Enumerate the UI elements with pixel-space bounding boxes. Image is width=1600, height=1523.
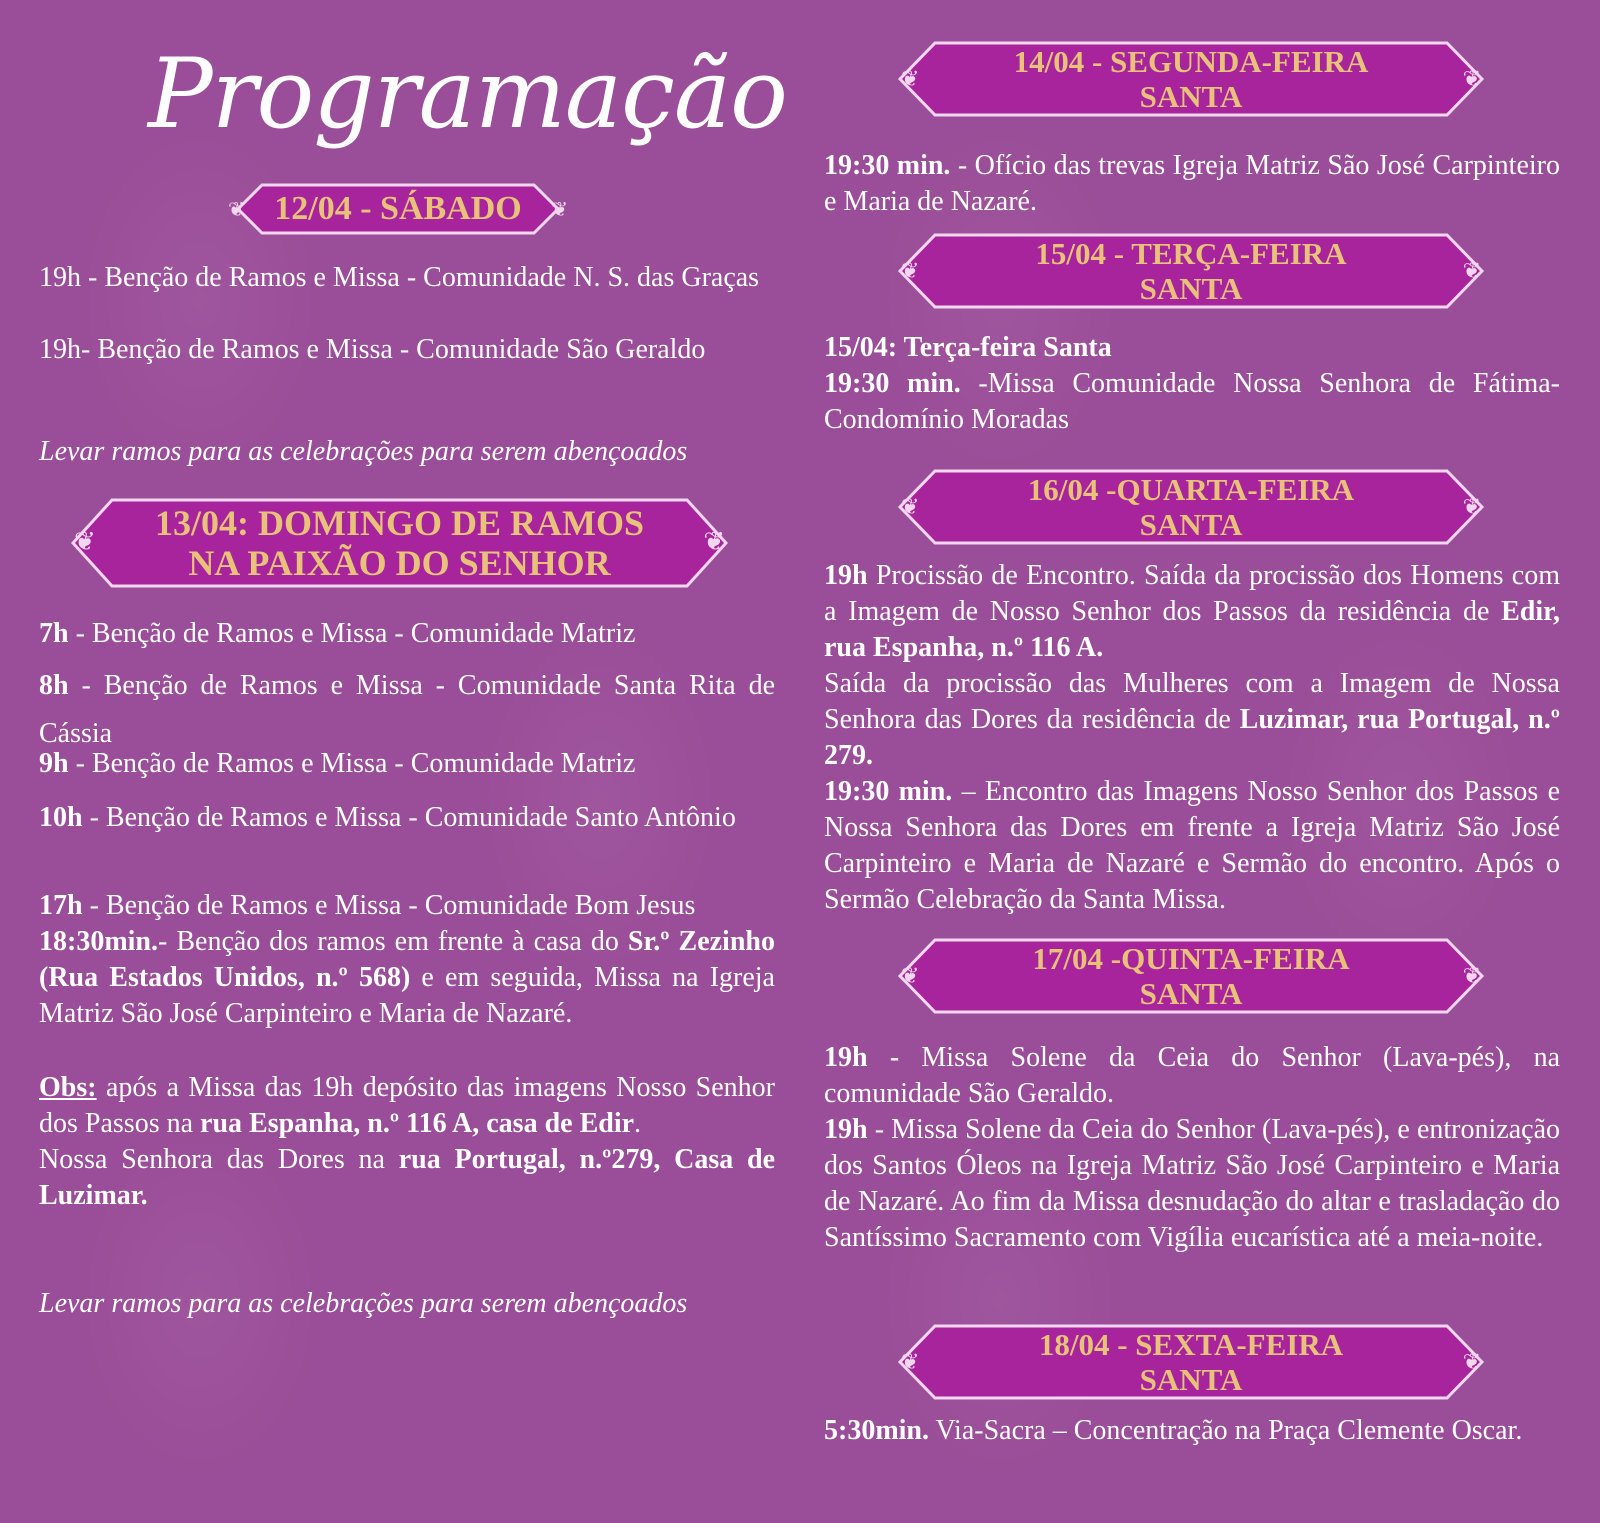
sabado-item-2: 19h- Benção de Ramos e Missa - Comunidade São Geraldo — [39, 334, 706, 365]
ornament-left-icon: ❦ — [228, 199, 245, 221]
domingo-item-3: 9h - Benção de Ramos e Missa - Comunidade Matriz — [39, 748, 636, 779]
ornament-left-icon: ❦ — [74, 527, 96, 556]
quinta-item-1: 19h - Missa Solene da Ceia do Senhor (Lava-pés), na comunidade São Geraldo. — [824, 1042, 1560, 1109]
banner-terca-line1: 15/04 - TERÇA-FEIRA — [1035, 236, 1347, 271]
banner-segunda-line1: 14/04 - SEGUNDA-FEIRA — [1013, 44, 1369, 79]
segunda-item: 19:30 min. - Ofício das trevas Igreja Matriz São José Carpinteiro e Maria de Nazaré. — [824, 150, 1560, 217]
sabado-note: Levar ramos para as celebrações para serem abençoados — [39, 436, 688, 467]
ornament-left-icon: ❦ — [901, 1349, 920, 1374]
banner-quinta — [895, 937, 1487, 1015]
ornament-left-icon: ❦ — [901, 963, 920, 988]
ornament-left-icon: ❦ — [901, 66, 920, 91]
quinta-item-2: 19h - Missa Solene da Ceia do Senhor (Lava-pés), e entronização dos Santos Óleos na Igreja Matriz São José Carpinteiro e Maria de Nazaré. Ao fim da Missa desnudação do altar e trasladação do Santíssimo Sacramento com Vigília eucarística até a meia-noite. — [824, 1114, 1560, 1253]
terca-heading: 15/04: Terça-feira Santa — [824, 332, 1112, 363]
ornament-right-icon: ❦ — [1462, 258, 1481, 283]
banner-sexta-line2: SANTA — [1139, 1362, 1243, 1397]
domingo-item-4: 10h - Benção de Ramos e Missa - Comunidade Santo Antônio — [39, 802, 736, 833]
banner-quarta-line2: SANTA — [1139, 507, 1243, 542]
banner-domingo — [68, 497, 731, 589]
banner-domingo-line2: NA PAIXÃO DO SENHOR — [188, 543, 611, 583]
banner-terca-line2: SANTA — [1139, 271, 1243, 306]
ornament-right-icon: ❦ — [703, 527, 725, 556]
domingo-item-1: 7h - Benção de Ramos e Missa - Comunidade Matriz — [39, 618, 636, 649]
domingo-item-2: 8h - Benção de Ramos e Missa - Comunidade Santa Rita de Cássia — [39, 670, 775, 749]
domingo-note: Levar ramos para as celebrações para serem abençoados — [39, 1288, 688, 1319]
banner-sabado — [228, 183, 568, 235]
page-title: Programação — [148, 38, 787, 150]
ornament-left-icon: ❦ — [901, 494, 920, 519]
banner-quarta-line1: 16/04 -QUARTA-FEIRA — [1027, 472, 1355, 507]
banner-quinta-line2: SANTA — [1139, 976, 1243, 1011]
banner-segunda — [895, 40, 1487, 118]
banner-terca — [895, 232, 1487, 310]
sexta-item: 5:30min. Via-Sacra – Concentração na Praça Clemente Oscar. — [824, 1415, 1523, 1446]
domingo-item-6: 18:30min.- Benção dos ramos em frente à casa do Sr.º Zezinho (Rua Estados Unidos, n.º 568) e em seguida, Missa na Igreja Matriz São José Carpinteiro e Maria de Nazaré. — [39, 926, 775, 1029]
banner-sabado-label: 12/04 - SÁBADO — [274, 190, 522, 227]
domingo-item-5: 17h - Benção de Ramos e Missa - Comunidade Bom Jesus — [39, 890, 696, 921]
ornament-right-icon: ❦ — [551, 199, 568, 221]
banner-quarta — [895, 468, 1487, 546]
ornament-right-icon: ❦ — [1462, 494, 1481, 519]
banner-domingo-line1: 13/04: DOMINGO DE RAMOS — [155, 503, 644, 543]
sabado-item-1: 19h - Benção de Ramos e Missa - Comunidade N. S. das Graças — [39, 262, 760, 293]
ornament-right-icon: ❦ — [1462, 1349, 1481, 1374]
banner-sexta — [895, 1323, 1487, 1401]
banner-segunda-line2: SANTA — [1139, 79, 1243, 114]
domingo-obs: Obs: após a Missa das 19h depósito das imagens Nosso Senhor dos Passos na rua Espanha, n.º 116 A, casa de Edir. Nossa Senhora das Dores na rua Portugal, n.º279, Casa de Luzimar. — [39, 1072, 775, 1211]
ornament-right-icon: ❦ — [1462, 66, 1481, 91]
ornament-left-icon: ❦ — [901, 258, 920, 283]
quarta-item: 19h Procissão de Encontro. Saída da procissão dos Homens com a Imagem de Nosso Senhor dos Passos da residência de Edir, rua Espanha, n.º 116 A. Saída da procissão das Mulheres com a Imagem de Nossa Senhora das Dores da residência de Luzimar, rua Portugal, n.º 279. 19:30 min. – Encontro das Imagens Nosso Senhor dos Passos e Nossa Senhora das Dores em frente a Igreja Matriz São José Carpinteiro e Maria de Nazaré e Sermão do encontro. Após o Sermão Celebração da Santa Missa. — [824, 560, 1561, 915]
banner-quinta-line1: 17/04 -QUINTA-FEIRA — [1032, 941, 1350, 976]
banner-sexta-line1: 18/04 - SEXTA-FEIRA — [1038, 1327, 1344, 1362]
ornament-right-icon: ❦ — [1462, 963, 1481, 988]
terca-item: 19:30 min. -Missa Comunidade Nossa Senhora de Fátima- Condomínio Moradas — [824, 368, 1560, 435]
